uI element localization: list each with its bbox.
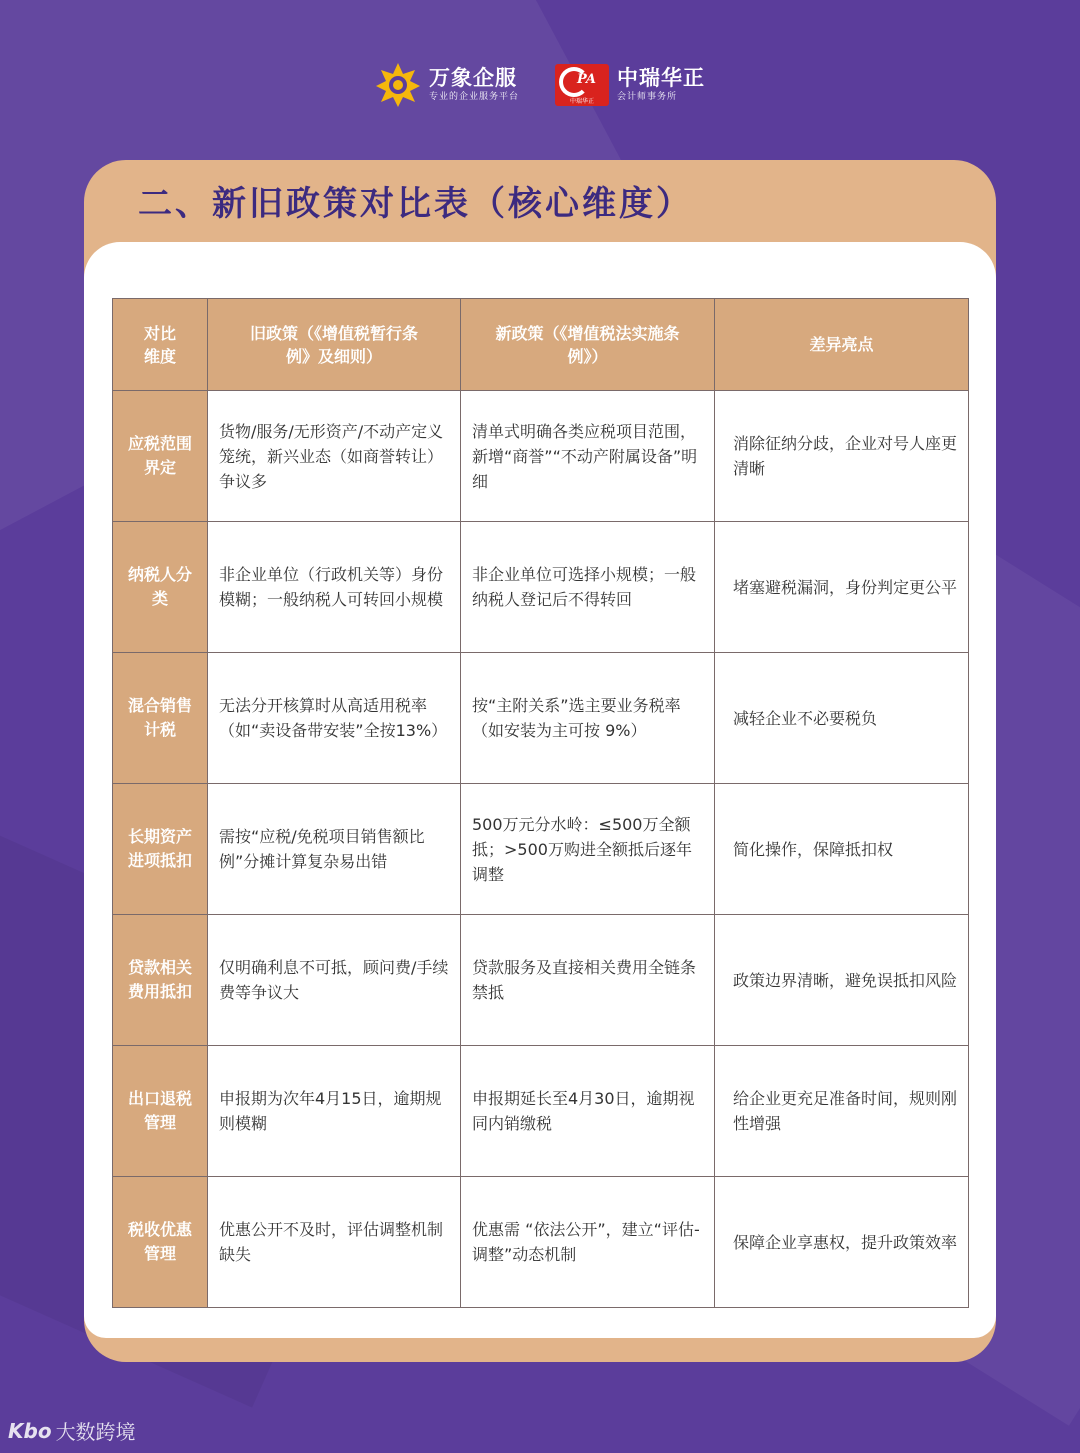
table-row (113, 784, 969, 915)
row-dimension: 长期资产进项抵扣 (113, 784, 208, 915)
cpa-mark-icon (555, 64, 609, 106)
zhongrui-logo-text (617, 66, 705, 104)
header-new-policy: 新政策（《增值税法实施条例》） (461, 299, 715, 391)
wanxiang-star-icon (375, 62, 421, 108)
row-old-policy: 优惠公开不及时，评估调整机制缺失 (208, 1177, 461, 1308)
row-old-policy: 非企业单位（行政机关等）身份模糊；一般纳税人可转回小规模 (208, 522, 461, 653)
table-row (113, 1046, 969, 1177)
wanxiang-name: 万象企服 (428, 66, 517, 90)
watermark-logo-icon: Kbo (8, 1418, 52, 1443)
table-row (113, 1177, 969, 1308)
row-highlight: 减轻企业不必要税负 (715, 653, 969, 784)
comparison-table (112, 298, 969, 1308)
cpa-mark-small-text: 中瑞华正 (569, 98, 594, 105)
row-old-policy: 需按“应税/免税项目销售额比例”分摊计算复杂易出错 (208, 784, 461, 915)
row-new-policy: 贷款服务及直接相关费用全链条禁抵 (461, 915, 715, 1046)
row-highlight: 堵塞避税漏洞，身份判定更公平 (715, 522, 969, 653)
wanxiang-logo-text (429, 66, 519, 104)
row-dimension: 混合销售计税 (113, 653, 208, 784)
header-dimension: 对比维度 (113, 299, 208, 391)
row-dimension: 贷款相关费用抵扣 (113, 915, 208, 1046)
wanxiang-logo (375, 62, 519, 108)
watermark (8, 1416, 136, 1445)
row-old-policy: 申报期为次年4月15日，逾期规则模糊 (208, 1046, 461, 1177)
row-dimension: 出口退税管理 (113, 1046, 208, 1177)
zhongrui-tagline: 会计师事务所 (617, 92, 678, 102)
logo-bar (0, 62, 1080, 108)
row-old-policy: 无法分开核算时从高适用税率（如“卖设备带安装”全按13%） (208, 653, 461, 784)
wanxiang-tagline: 专业的企业服务平台 (428, 92, 519, 102)
row-highlight: 给企业更充足准备时间，规则刚性增强 (715, 1046, 969, 1177)
row-new-policy: 申报期延长至4月30日，逾期视同内销缴税 (461, 1046, 715, 1177)
zhongrui-logo (555, 64, 705, 106)
zhongrui-name: 中瑞华正 (617, 66, 705, 90)
row-old-policy: 仅明确利息不可抵，顾问费/手续费等争议大 (208, 915, 461, 1046)
cpa-mark-letters: PA (577, 72, 596, 87)
row-highlight: 政策边界清晰，避免误抵扣风险 (715, 915, 969, 1046)
table-row (113, 915, 969, 1046)
row-highlight: 消除征纳分歧，企业对号人座更清晰 (715, 391, 969, 522)
row-new-policy: 非企业单位可选择小规模；一般纳税人登记后不得转回 (461, 522, 715, 653)
table-row (113, 653, 969, 784)
watermark-text: 大数跨境 (55, 1420, 136, 1444)
header-highlight: 差异亮点 (715, 299, 969, 391)
row-old-policy: 货物/服务/无形资产/不动产定义笼统，新兴业态（如商誉转让）争议多 (208, 391, 461, 522)
page-title: 二、新旧政策对比表（核心维度） (138, 184, 693, 224)
row-dimension: 应税范围界定 (113, 391, 208, 522)
row-highlight: 保障企业享惠权，提升政策效率 (715, 1177, 969, 1308)
row-new-policy: 500万元分水岭：≤500万全额抵；>500万购进全额抵后逐年调整 (461, 784, 715, 915)
row-highlight: 简化操作，保障抵扣权 (715, 784, 969, 915)
table-row (113, 391, 969, 522)
table-row (113, 522, 969, 653)
row-new-policy: 优惠需 “依法公开”，建立“评估-调整”动态机制 (461, 1177, 715, 1308)
row-new-policy: 清单式明确各类应税项目范围，新增“商誉”“不动产附属设备”明细 (461, 391, 715, 522)
row-dimension: 税收优惠管理 (113, 1177, 208, 1308)
row-new-policy: 按“主附关系”选主要业务税率（如安装为主可按 9%） (461, 653, 715, 784)
row-dimension: 纳税人分类 (113, 522, 208, 653)
header-old-policy: 旧政策（《增值税暂行条例》及细则） (208, 299, 461, 391)
table-header-row (113, 299, 969, 391)
